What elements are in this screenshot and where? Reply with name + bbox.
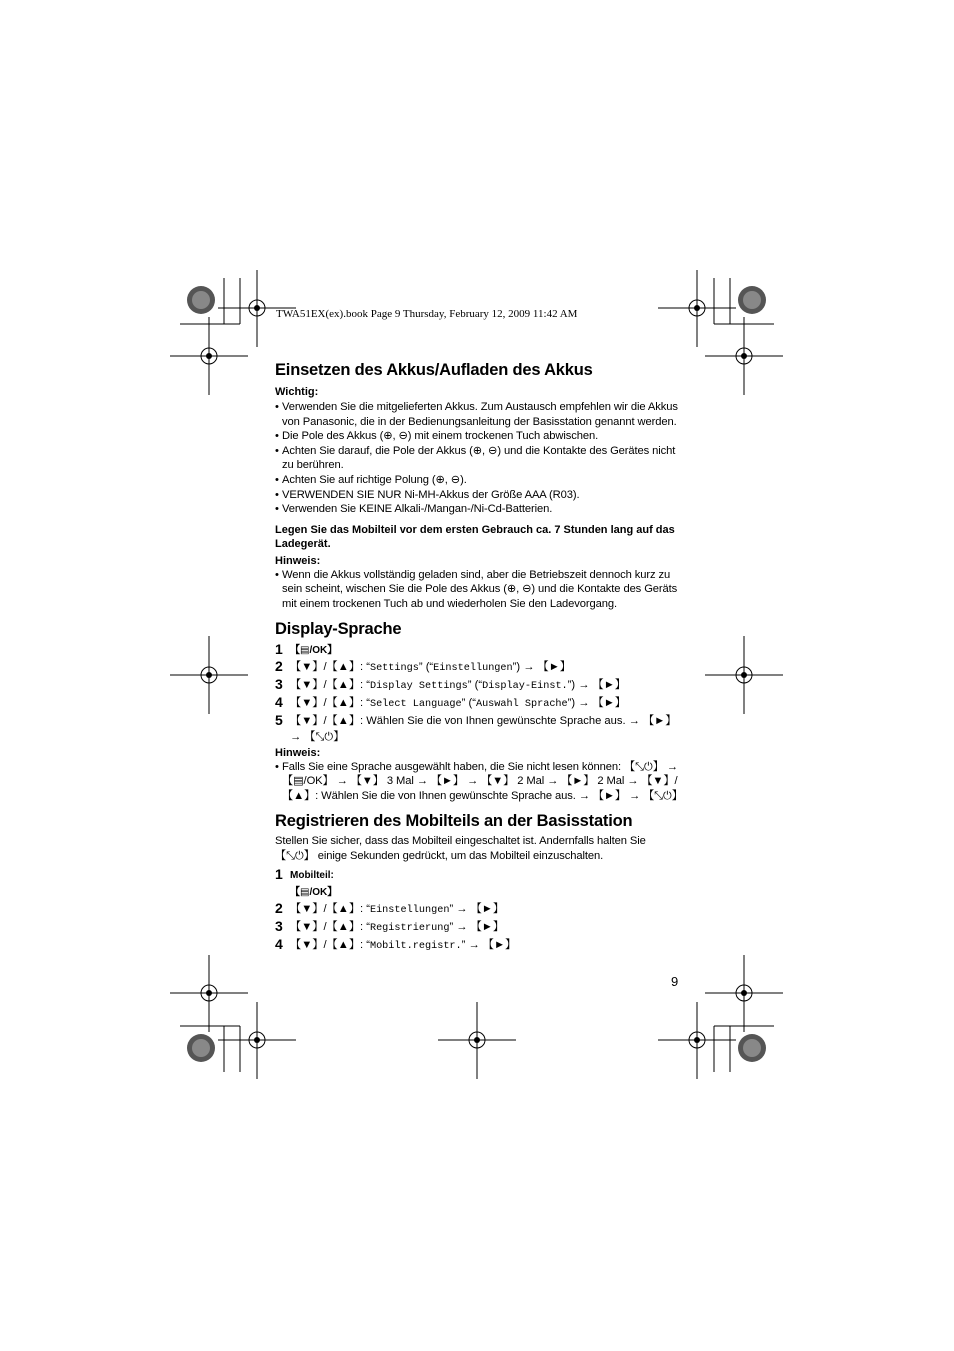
step-text: 【▼】/【▲】: “ bbox=[290, 678, 370, 691]
step-text: 【▼】/【▲】: “ bbox=[290, 920, 370, 933]
print-header: TWA51EX(ex).book Page 9 Thursday, February 12, 2009 11:42 AM bbox=[276, 308, 578, 320]
step-number: 4 bbox=[275, 693, 283, 710]
step-text: ” (“ bbox=[461, 696, 476, 709]
content bbox=[275, 360, 685, 955]
step-text: 【▼】/【▲】: “ bbox=[290, 938, 370, 951]
register-steps bbox=[275, 867, 685, 955]
step-text: 【▼】/【▲】: “ bbox=[290, 660, 370, 673]
hinweis-label: Hinweis: bbox=[275, 746, 321, 759]
wichtig-label: Wichtig: bbox=[275, 386, 319, 398]
wichtig-list bbox=[275, 400, 685, 517]
menu-text: Display-Einst. bbox=[482, 680, 568, 692]
step-text: ” → 【►】 bbox=[449, 920, 505, 933]
step-text: 【▤/OK】 bbox=[290, 886, 338, 898]
step-number: 1 bbox=[275, 865, 283, 882]
list-item: • Wenn die Akkus vollständig geladen sind, aber die Betriebszeit dennoch kurz zu sein scheint, wischen Sie die Pole des Akkus (⊕, ⊖) und die Kontakte des Geräts mit einem trockenen Tuch ab und wiederholen Sie den Ladevorgang. bbox=[275, 568, 685, 612]
step-text: ” (“ bbox=[467, 678, 483, 691]
list-item: • Achten Sie darauf, die Pole der Akkus (⊕, ⊖) und die Kontakte des Gerätes nicht zu berühren. bbox=[275, 444, 685, 473]
step-text: → 【⤡⏻】 bbox=[290, 730, 345, 743]
list-item: • Verwenden Sie KEINE Alkali-/Mangan-/Ni-Cd-Batterien. bbox=[275, 502, 685, 517]
menu-text: Display Settings bbox=[369, 680, 468, 692]
hinweis-label: Hinweis: bbox=[275, 554, 321, 567]
hinweis-list bbox=[275, 760, 685, 804]
list-item: • Die Pole des Akkus (⊕, ⊖) mit einem trockenen Tuch abwischen. bbox=[275, 429, 685, 444]
step-text: 【▤/OK】 bbox=[290, 644, 338, 656]
step bbox=[275, 659, 685, 677]
list-item: • VERWENDEN SIE NUR Ni-MH-Akkus der Größe AAA (R03). bbox=[275, 488, 685, 503]
list-item: • Falls Sie eine Sprache ausgewählt haben, die Sie nicht lesen können: 【⤡⏻】 → 【▤/OK】 → 【▼】 3 Mal → 【►】 → 【▼】 2 Mal → 【►】 2 Mal → 【▼】/【▲】: Wählen Sie die von Ihnen gewünschte Sprache aus. → 【►】 → 【⤡⏻】 bbox=[275, 760, 685, 804]
step-number: 4 bbox=[275, 935, 283, 952]
step bbox=[275, 695, 685, 713]
menu-text: Einstellungen bbox=[433, 662, 513, 674]
step bbox=[275, 677, 685, 695]
step-number: 5 bbox=[275, 711, 283, 728]
step bbox=[275, 937, 685, 955]
step-text: 【▼】/【▲】: “ bbox=[290, 696, 370, 709]
page-number: 9 bbox=[671, 974, 679, 989]
step-text: 【▼】/【▲】: Wählen Sie die von Ihnen gewünschte Sprache aus. → 【►】 bbox=[290, 714, 677, 727]
list-item: • Achten Sie auf richtige Polung (⊕, ⊖). bbox=[275, 473, 685, 488]
step-text: ”) → 【►】 bbox=[567, 678, 626, 691]
step-text: ” → 【►】 bbox=[449, 902, 505, 915]
menu-text: Einstellungen bbox=[369, 904, 450, 916]
step-number: 3 bbox=[275, 675, 283, 692]
intro-text: Stellen Sie sicher, dass das Mobilteil eingeschaltet ist. Andernfalls halten Sie 【⤡⏻】 einige Sekunden gedrückt, um das Mobilteil einzuschalten. bbox=[275, 835, 646, 862]
section-title-akkus: Einsetzen des Akkus/Aufladen des Akkus bbox=[275, 361, 593, 379]
step-text: ”) → 【►】 bbox=[567, 696, 626, 709]
hinweis-list bbox=[275, 568, 685, 612]
step bbox=[275, 867, 685, 901]
step bbox=[275, 713, 685, 745]
step bbox=[275, 919, 685, 937]
sprache-steps bbox=[275, 642, 685, 745]
menu-text: Settings bbox=[369, 662, 419, 674]
section-title-registrieren: Registrieren des Mobilteils an der Basisstation bbox=[275, 812, 633, 831]
section-title-sprache: Display-Sprache bbox=[275, 619, 402, 638]
menu-text: Auswahl Sprache bbox=[475, 698, 568, 710]
menu-text: Mobilt.registr. bbox=[369, 940, 462, 952]
menu-text: Registrierung bbox=[369, 922, 450, 934]
step-number: 2 bbox=[275, 899, 283, 916]
step-text: ” (“ bbox=[418, 660, 434, 673]
list-item: • Verwenden Sie die mitgelieferten Akkus. Zum Austausch empfehlen wir die Akkus von Panasonic, die in der Bedienungsanleitung der Basisstation genannt werden. bbox=[275, 400, 685, 429]
step-text: ” → 【►】 bbox=[461, 938, 517, 951]
step bbox=[275, 642, 685, 659]
step-number: 3 bbox=[275, 917, 283, 934]
step-number: 1 bbox=[275, 640, 283, 657]
step-label: Mobilteil: bbox=[290, 869, 334, 881]
step bbox=[275, 901, 685, 919]
menu-text: Select Language bbox=[369, 698, 462, 710]
step-text: 【▼】/【▲】: “ bbox=[290, 902, 370, 915]
step-number: 2 bbox=[275, 657, 283, 674]
charge-note: Legen Sie das Mobilteil vor dem ersten Gebrauch ca. 7 Stunden lang auf das Ladegerät. bbox=[275, 523, 675, 551]
step-text: ”) → 【►】 bbox=[512, 660, 571, 673]
